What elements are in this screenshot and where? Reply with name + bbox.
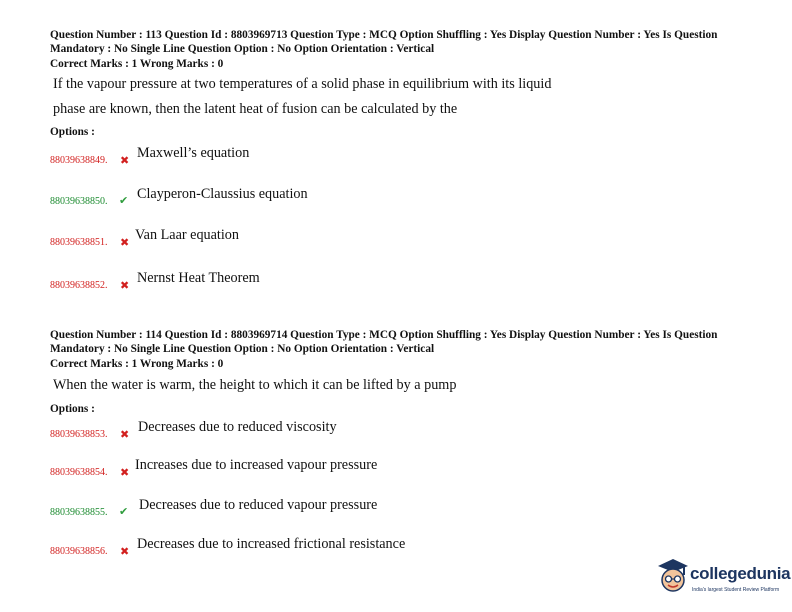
question-text-line1: If the vapour pressure at two temperatures of a solid phase in equilibrium with its liquid: [53, 76, 552, 92]
logo-tagline: India's largest Student Review Platform: [692, 587, 780, 593]
question-meta-line2: Mandatory : No Single Line Question Option : No Option Orientation : Vertical: [50, 43, 435, 55]
collegedunia-logo: [656, 554, 791, 604]
option-id: 88039638850.: [50, 196, 108, 207]
question-meta-line1: Question Number : 114 Question Id : 8803969714 Question Type : MCQ Option Shuffling : Yes Display Question Number : Yes Is Question: [50, 329, 718, 341]
option-text: Decreases due to reduced viscosity: [138, 419, 337, 435]
option-text: Decreases due to reduced vapour pressure: [139, 497, 378, 513]
options-label: Options :: [50, 403, 95, 415]
cross-icon: ✖: [120, 280, 130, 292]
cross-icon: ✖: [120, 467, 130, 479]
option-id: 88039638849.: [50, 155, 108, 166]
option-id: 88039638853.: [50, 429, 108, 440]
logo-wordmark: collegedunia: [690, 564, 791, 583]
option-row: [0, 186, 792, 226]
option-id: 88039638852.: [50, 280, 108, 291]
option-row: [0, 497, 792, 537]
option-id: 88039638851.: [50, 237, 108, 248]
option-text: Increases due to increased vapour pressure: [135, 457, 378, 473]
cross-icon: ✖: [120, 155, 130, 167]
option-text: Decreases due to increased frictional resistance: [137, 536, 406, 552]
options-label: Options :: [50, 126, 95, 138]
option-row: [0, 419, 792, 459]
option-row: [0, 270, 792, 310]
check-icon: ✔: [119, 195, 129, 207]
question-marks: Correct Marks : 1 Wrong Marks : 0: [50, 358, 224, 370]
option-id: 88039638854.: [50, 467, 108, 478]
option-text: Van Laar equation: [135, 227, 239, 243]
question-meta-line1: Question Number : 113 Question Id : 8803969713 Question Type : MCQ Option Shuffling : Yes Display Question Number : Yes Is Question: [50, 29, 718, 41]
check-icon: ✔: [119, 506, 129, 518]
option-text: Clayperon-Claussius equation: [137, 186, 308, 202]
cross-icon: ✖: [120, 429, 130, 441]
graduate-mascot-icon: [656, 556, 690, 596]
option-id: 88039638855.: [50, 507, 108, 518]
question-text-line2: phase are known, then the latent heat of fusion can be calculated by the: [53, 101, 458, 117]
question-meta-line2: Mandatory : No Single Line Question Option : No Option Orientation : Vertical: [50, 343, 435, 355]
cross-icon: ✖: [120, 546, 130, 558]
option-text: Nernst Heat Theorem: [137, 270, 260, 286]
cross-icon: ✖: [120, 237, 130, 249]
question-text-line1: When the water is warm, the height to which it can be lifted by a pump: [53, 377, 457, 393]
option-text: Maxwell’s equation: [137, 145, 250, 161]
option-row: [0, 145, 792, 185]
option-row: [0, 457, 792, 497]
question-marks: Correct Marks : 1 Wrong Marks : 0: [50, 58, 224, 70]
option-id: 88039638856.: [50, 546, 108, 557]
option-row: [0, 227, 792, 267]
